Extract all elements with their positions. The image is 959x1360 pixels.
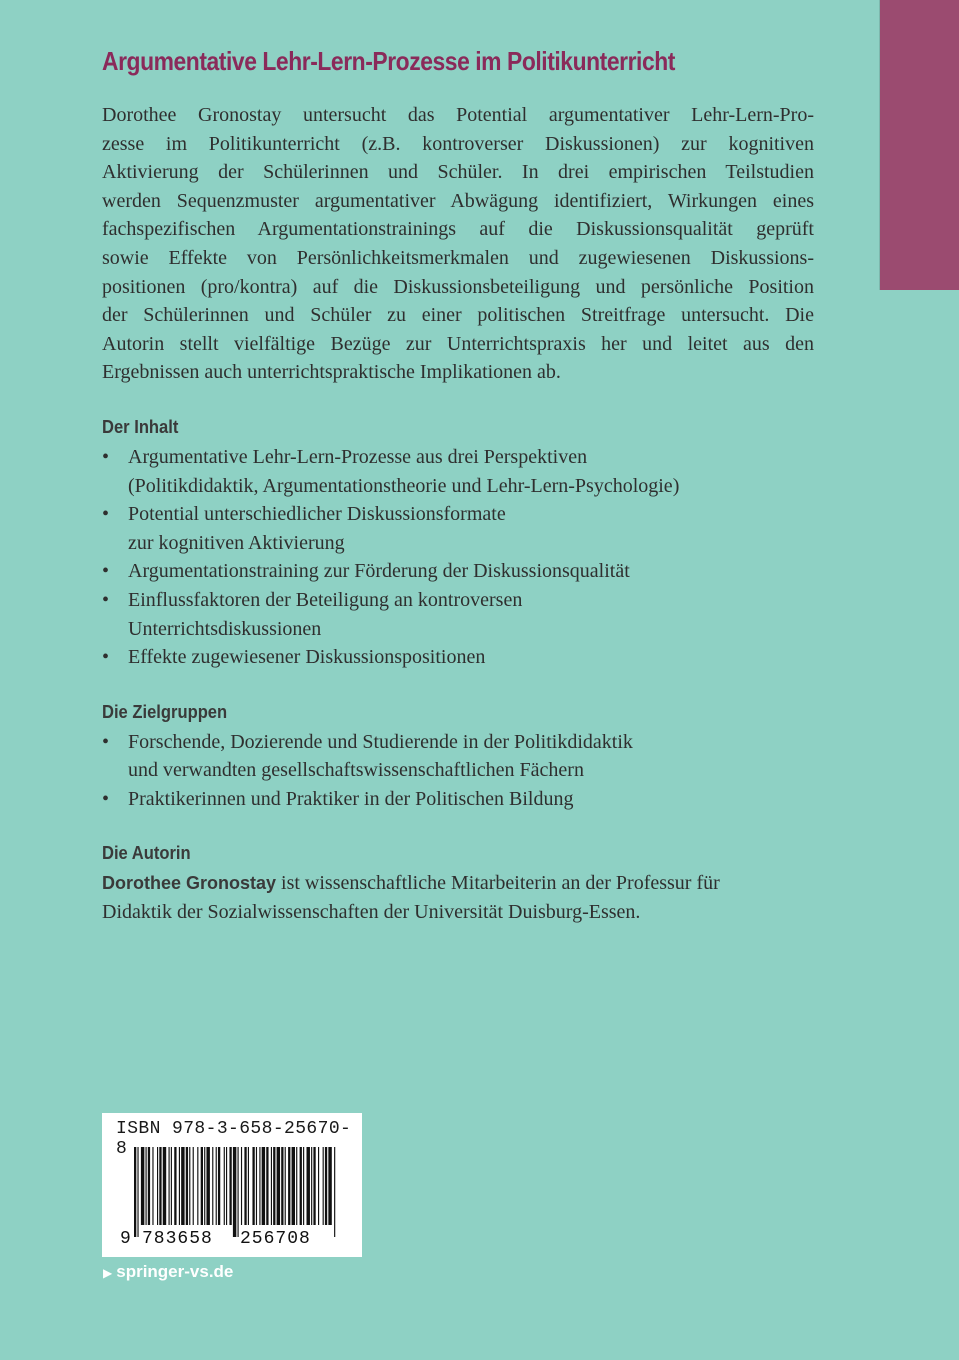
barcode-bar bbox=[303, 1147, 304, 1225]
isbn-barcode bbox=[102, 1113, 362, 1257]
barcode-graphic bbox=[102, 1113, 362, 1257]
barcode-bar bbox=[226, 1147, 227, 1225]
barcode-digits: 256708 bbox=[240, 1229, 311, 1249]
barcode-bar bbox=[262, 1147, 265, 1225]
list-item-line: Praktikerinnen und Praktiker in der Politischen Bildung bbox=[128, 787, 574, 810]
barcode-digits: 9 bbox=[120, 1229, 131, 1249]
list-item-line: und verwandten gesellschaftswissenschaftlichen Fächern bbox=[128, 759, 584, 782]
list-item-line: zur kognitiven Aktivierung bbox=[128, 531, 345, 554]
publisher-url: springer-vs.de bbox=[116, 1262, 234, 1281]
list-item bbox=[102, 728, 814, 785]
author-bio-line1: ist wissenschaftliche Mitarbeiterin an der Professur für bbox=[276, 872, 720, 895]
list-item bbox=[102, 443, 814, 500]
barcode-bar bbox=[229, 1147, 231, 1225]
list-item bbox=[102, 586, 814, 643]
barcode-bar bbox=[241, 1147, 242, 1225]
barcode-bar bbox=[259, 1147, 260, 1225]
barcode-bar bbox=[201, 1147, 203, 1225]
barcode-bar bbox=[206, 1147, 209, 1225]
intro-line: fachspezifischen Argumentationstrainings auf die Diskussionsqualität geprüft bbox=[102, 218, 814, 241]
barcode-bar bbox=[311, 1147, 312, 1225]
barcode-bar bbox=[281, 1147, 283, 1225]
barcode-bar bbox=[224, 1147, 225, 1225]
barcode-digits: 783658 bbox=[142, 1229, 213, 1249]
list-item bbox=[102, 643, 814, 672]
barcode-bar bbox=[248, 1147, 249, 1225]
section-heading-inhalt: Der Inhalt bbox=[102, 416, 179, 437]
barcode-bar bbox=[334, 1147, 335, 1237]
barcode-bar bbox=[296, 1147, 297, 1225]
bullet-icon: • bbox=[102, 503, 110, 526]
intro-line: der Schülerinnen und Schüler zu einer politischen Streitfrage untersucht. Die bbox=[102, 304, 814, 327]
barcode-bar bbox=[218, 1147, 220, 1225]
barcode-bar bbox=[285, 1147, 286, 1225]
barcode-bar bbox=[238, 1147, 239, 1237]
book-title: Argumentative Lehr-Lern-Prozesse im Politikunterricht bbox=[102, 46, 675, 76]
list-item bbox=[102, 785, 814, 814]
barcode-bar bbox=[252, 1147, 254, 1225]
author-bio bbox=[102, 869, 814, 926]
barcode-bar bbox=[212, 1147, 213, 1225]
intro-line: sowie Effekte von Persönlichkeitsmerkmalen und zugewiesenen Diskussions- bbox=[102, 246, 814, 269]
barcode-bar bbox=[244, 1147, 246, 1225]
bullet-icon: • bbox=[102, 445, 110, 468]
barcode-bar bbox=[159, 1147, 161, 1225]
barcode-bar bbox=[307, 1147, 310, 1225]
section-heading-autorin: Die Autorin bbox=[102, 843, 191, 864]
side-color-band bbox=[880, 0, 959, 290]
barcode-bar bbox=[148, 1147, 150, 1225]
barcode-bar bbox=[193, 1147, 194, 1225]
bullet-icon: • bbox=[102, 730, 110, 753]
barcode-bar bbox=[273, 1147, 275, 1225]
barcode-bar bbox=[171, 1147, 172, 1225]
barcode-bar bbox=[186, 1147, 188, 1225]
barcode-bar bbox=[325, 1147, 327, 1225]
list-item-line: Argumentative Lehr-Lern-Prozesse aus drei Perspektiven bbox=[128, 445, 588, 468]
barcode-bar bbox=[300, 1147, 302, 1225]
intro-line: werden Sequenzmuster argumentativer Abwägung identifiziert, Wirkungen eines bbox=[102, 189, 814, 212]
intro-line: Aktivierung der Schülerinnen und Schüler. In drei empirischen Teilstudien bbox=[102, 161, 814, 184]
intro-line: Autorin stellt vielfältige Bezüge zur Unterrichtspraxis her und leitet aus den bbox=[102, 332, 814, 355]
barcode-bar bbox=[216, 1147, 217, 1225]
author-name: Dorothee Gronostay bbox=[102, 873, 277, 894]
list-item-line: Effekte zugewiesener Diskussionspositionen bbox=[128, 646, 486, 669]
barcode-bar bbox=[137, 1147, 138, 1237]
intro-paragraph bbox=[102, 101, 814, 387]
intro-line: zesse im Politikunterricht (z.B. kontroverser Diskussionen) zur kognitiven bbox=[102, 132, 814, 155]
list-item bbox=[102, 557, 814, 586]
bullet-icon: • bbox=[102, 588, 110, 611]
barcode-bar bbox=[157, 1147, 158, 1225]
list-item-line: Forschende, Dozierende und Studierende in der Politikdidaktik bbox=[128, 730, 633, 753]
section-heading-zielgruppen: Die Zielgruppen bbox=[102, 701, 228, 722]
barcode-bar bbox=[152, 1147, 153, 1225]
barcode-bar bbox=[233, 1147, 236, 1237]
list-item bbox=[102, 500, 814, 557]
barcode-bar bbox=[163, 1147, 166, 1225]
barcode-bar bbox=[292, 1147, 295, 1225]
isbn-label: ISBN 978-3-658-25670-8 bbox=[116, 1119, 352, 1159]
barcode-bar bbox=[197, 1147, 198, 1225]
barcode-bar bbox=[169, 1147, 170, 1225]
barcode-bar bbox=[313, 1147, 315, 1225]
list-item-line: Argumentationstraining zur Förderung der Diskussionsqualität bbox=[128, 560, 630, 583]
list-item-line: Unterrichtsdiskussionen bbox=[128, 617, 322, 640]
author-bio-line2: Didaktik der Sozialwissenschaften der Universität Duisburg-Essen. bbox=[102, 901, 641, 924]
barcode-bar bbox=[146, 1147, 147, 1225]
barcode-bar bbox=[174, 1147, 176, 1225]
bullet-icon: • bbox=[102, 787, 110, 810]
barcode-bar bbox=[204, 1147, 205, 1225]
barcode-bar bbox=[134, 1147, 136, 1237]
barcode-bar bbox=[256, 1147, 257, 1225]
publisher-link[interactable] bbox=[103, 1262, 233, 1282]
list-item-line: (Politikdidaktik, Argumentationstheorie und Lehr-Lern-Psychologie) bbox=[128, 474, 680, 497]
barcode-bar bbox=[179, 1147, 180, 1225]
barcode-bar bbox=[266, 1147, 268, 1225]
barcode-bar bbox=[189, 1147, 190, 1225]
intro-line: positionen (pro/kontra) auf die Diskussionsbeteiligung und persönliche Position bbox=[102, 275, 814, 298]
barcode-bar bbox=[271, 1147, 272, 1225]
barcode-bar bbox=[277, 1147, 280, 1225]
barcode-bar bbox=[288, 1147, 290, 1225]
intro-line: Dorothee Gronostay untersucht das Potential argumentativer Lehr-Lern-Pro- bbox=[102, 104, 814, 126]
intro-line: Ergebnissen auch unterrichtspraktische Implikationen ab. bbox=[102, 361, 561, 384]
back-cover-content bbox=[102, 46, 814, 927]
list-item-line: Potential unterschiedlicher Diskussionsformate bbox=[128, 503, 506, 526]
bullet-icon: • bbox=[102, 646, 110, 669]
zielgruppen-list bbox=[102, 728, 814, 814]
barcode-bar bbox=[323, 1147, 324, 1225]
barcode-bar bbox=[318, 1147, 319, 1225]
arrow-right-icon: ▶ bbox=[103, 1266, 113, 1280]
list-item-line: Einflussfaktoren der Beteiligung an kontroversen bbox=[128, 588, 523, 611]
inhalt-list bbox=[102, 443, 814, 672]
barcode-bar bbox=[141, 1147, 144, 1225]
barcode-bar bbox=[328, 1147, 331, 1225]
barcode-bar bbox=[181, 1147, 184, 1225]
bullet-icon: • bbox=[102, 560, 110, 583]
